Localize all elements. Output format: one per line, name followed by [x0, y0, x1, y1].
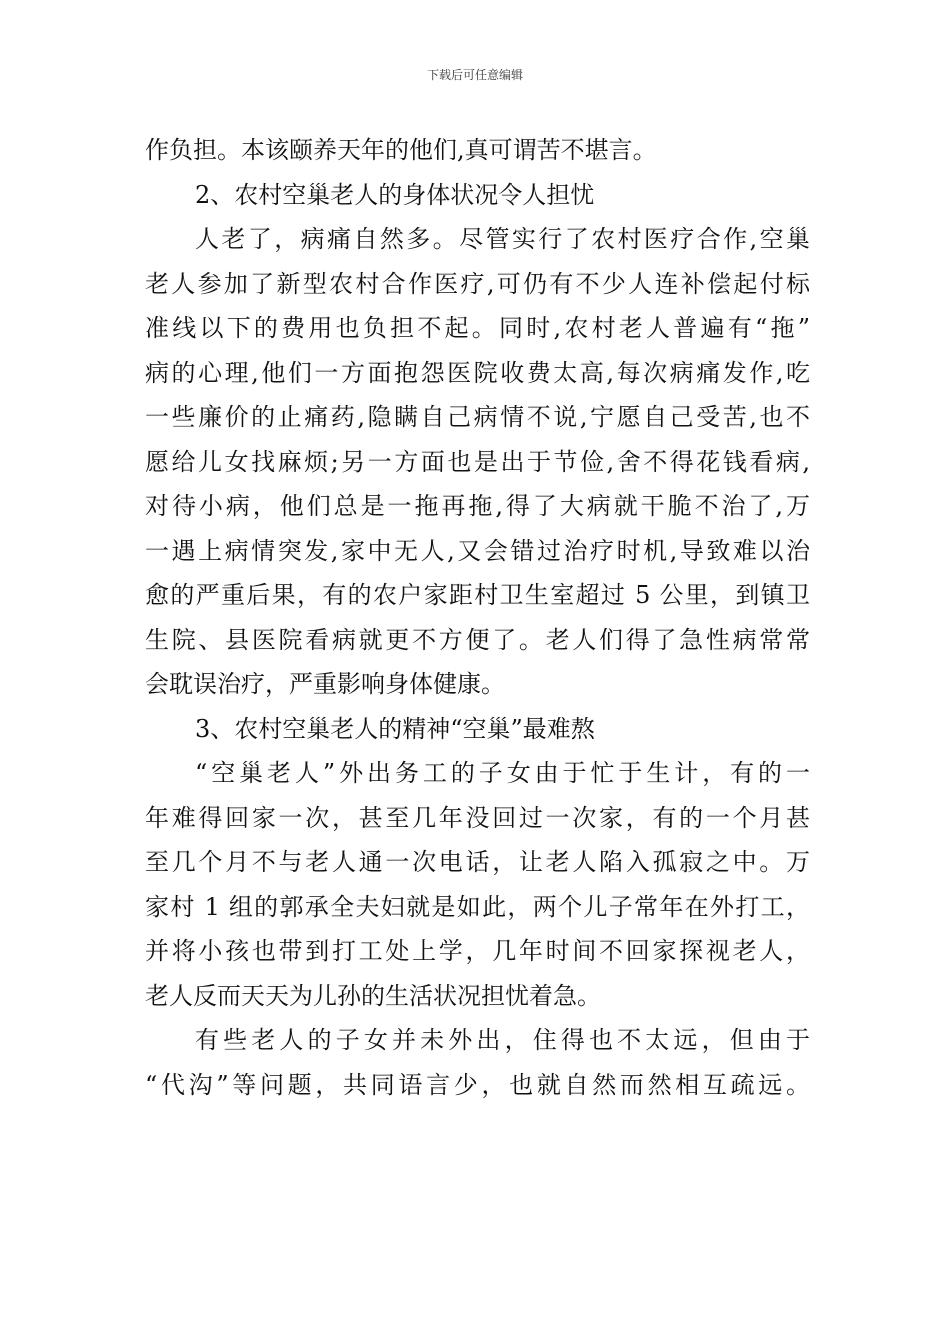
text-line: 至几个月不与老人通一次电话，让老人陷入孤寂之中。万: [145, 848, 810, 876]
text-line: 病的心理,他们一方面抱怨医院收费太高,每次病痛发作,吃: [145, 358, 810, 387]
text-line: 生院、县医院看病就更不方便了。老人们得了急性病常常: [145, 625, 810, 654]
text-line: 有些老人的子女并未外出，住得也不太远，但由于: [195, 1026, 810, 1054]
text-line: 愿给儿女找麻烦;另一方面也是出于节俭,舍不得花钱看病,: [145, 447, 810, 476]
text-line: 老人参加了新型农村合作医疗,可仍有不少人连补偿起付标: [145, 269, 810, 298]
section-heading: 2、农村空巢老人的身体状况令人担忧: [195, 180, 595, 209]
text-line: 准线以下的费用也负担不起。同时,农村老人普遍有“拖”: [145, 314, 810, 342]
text-line: 家村 1 组的郭承全夫妇就是如此，两个儿子常年在外打工，: [145, 892, 810, 921]
text-line: 一遇上病情突发,家中无人,又会错过治疗时机,导致难以治: [145, 536, 810, 565]
text-line: 并将小孩也带到打工处上学，几年时间不回家探视老人，: [145, 937, 810, 965]
text-line: 愈的严重后果，有的农户家距村卫生室超过 5 公里，到镇卫: [145, 581, 810, 609]
body-text: [145, 128, 810, 1107]
page-header: 下载后可任意编辑: [426, 68, 523, 82]
text-line: “空巢老人”外出务工的子女由于忙于生计，有的一: [195, 759, 810, 787]
text-line: 对待小病，他们总是一拖再拖,得了大病就干脆不治了,万: [145, 492, 810, 520]
text-line: 会耽误治疗，严重影响身体健康。: [145, 670, 505, 698]
text-line: 作负担。本该颐养天年的他们,真可谓苦不堪言。: [145, 136, 657, 164]
text-line: 年难得回家一次，甚至几年没回过一次家，有的一个月甚: [145, 803, 810, 832]
section-heading: 3、农村空巢老人的精神“空巢”最难熬: [195, 714, 595, 743]
text-line: 一些廉价的止痛药,隐瞒自己病情不说,宁愿自己受苦,也不: [145, 403, 810, 431]
text-line: 老人反而天天为儿孙的生活状况担忧着急。: [145, 981, 601, 1010]
text-line: “代沟”等问题，共同语言少，也就自然而然相互疏远。: [145, 1070, 810, 1099]
text-line: 人老了，病痛自然多。尽管实行了农村医疗合作,空巢: [195, 225, 810, 253]
